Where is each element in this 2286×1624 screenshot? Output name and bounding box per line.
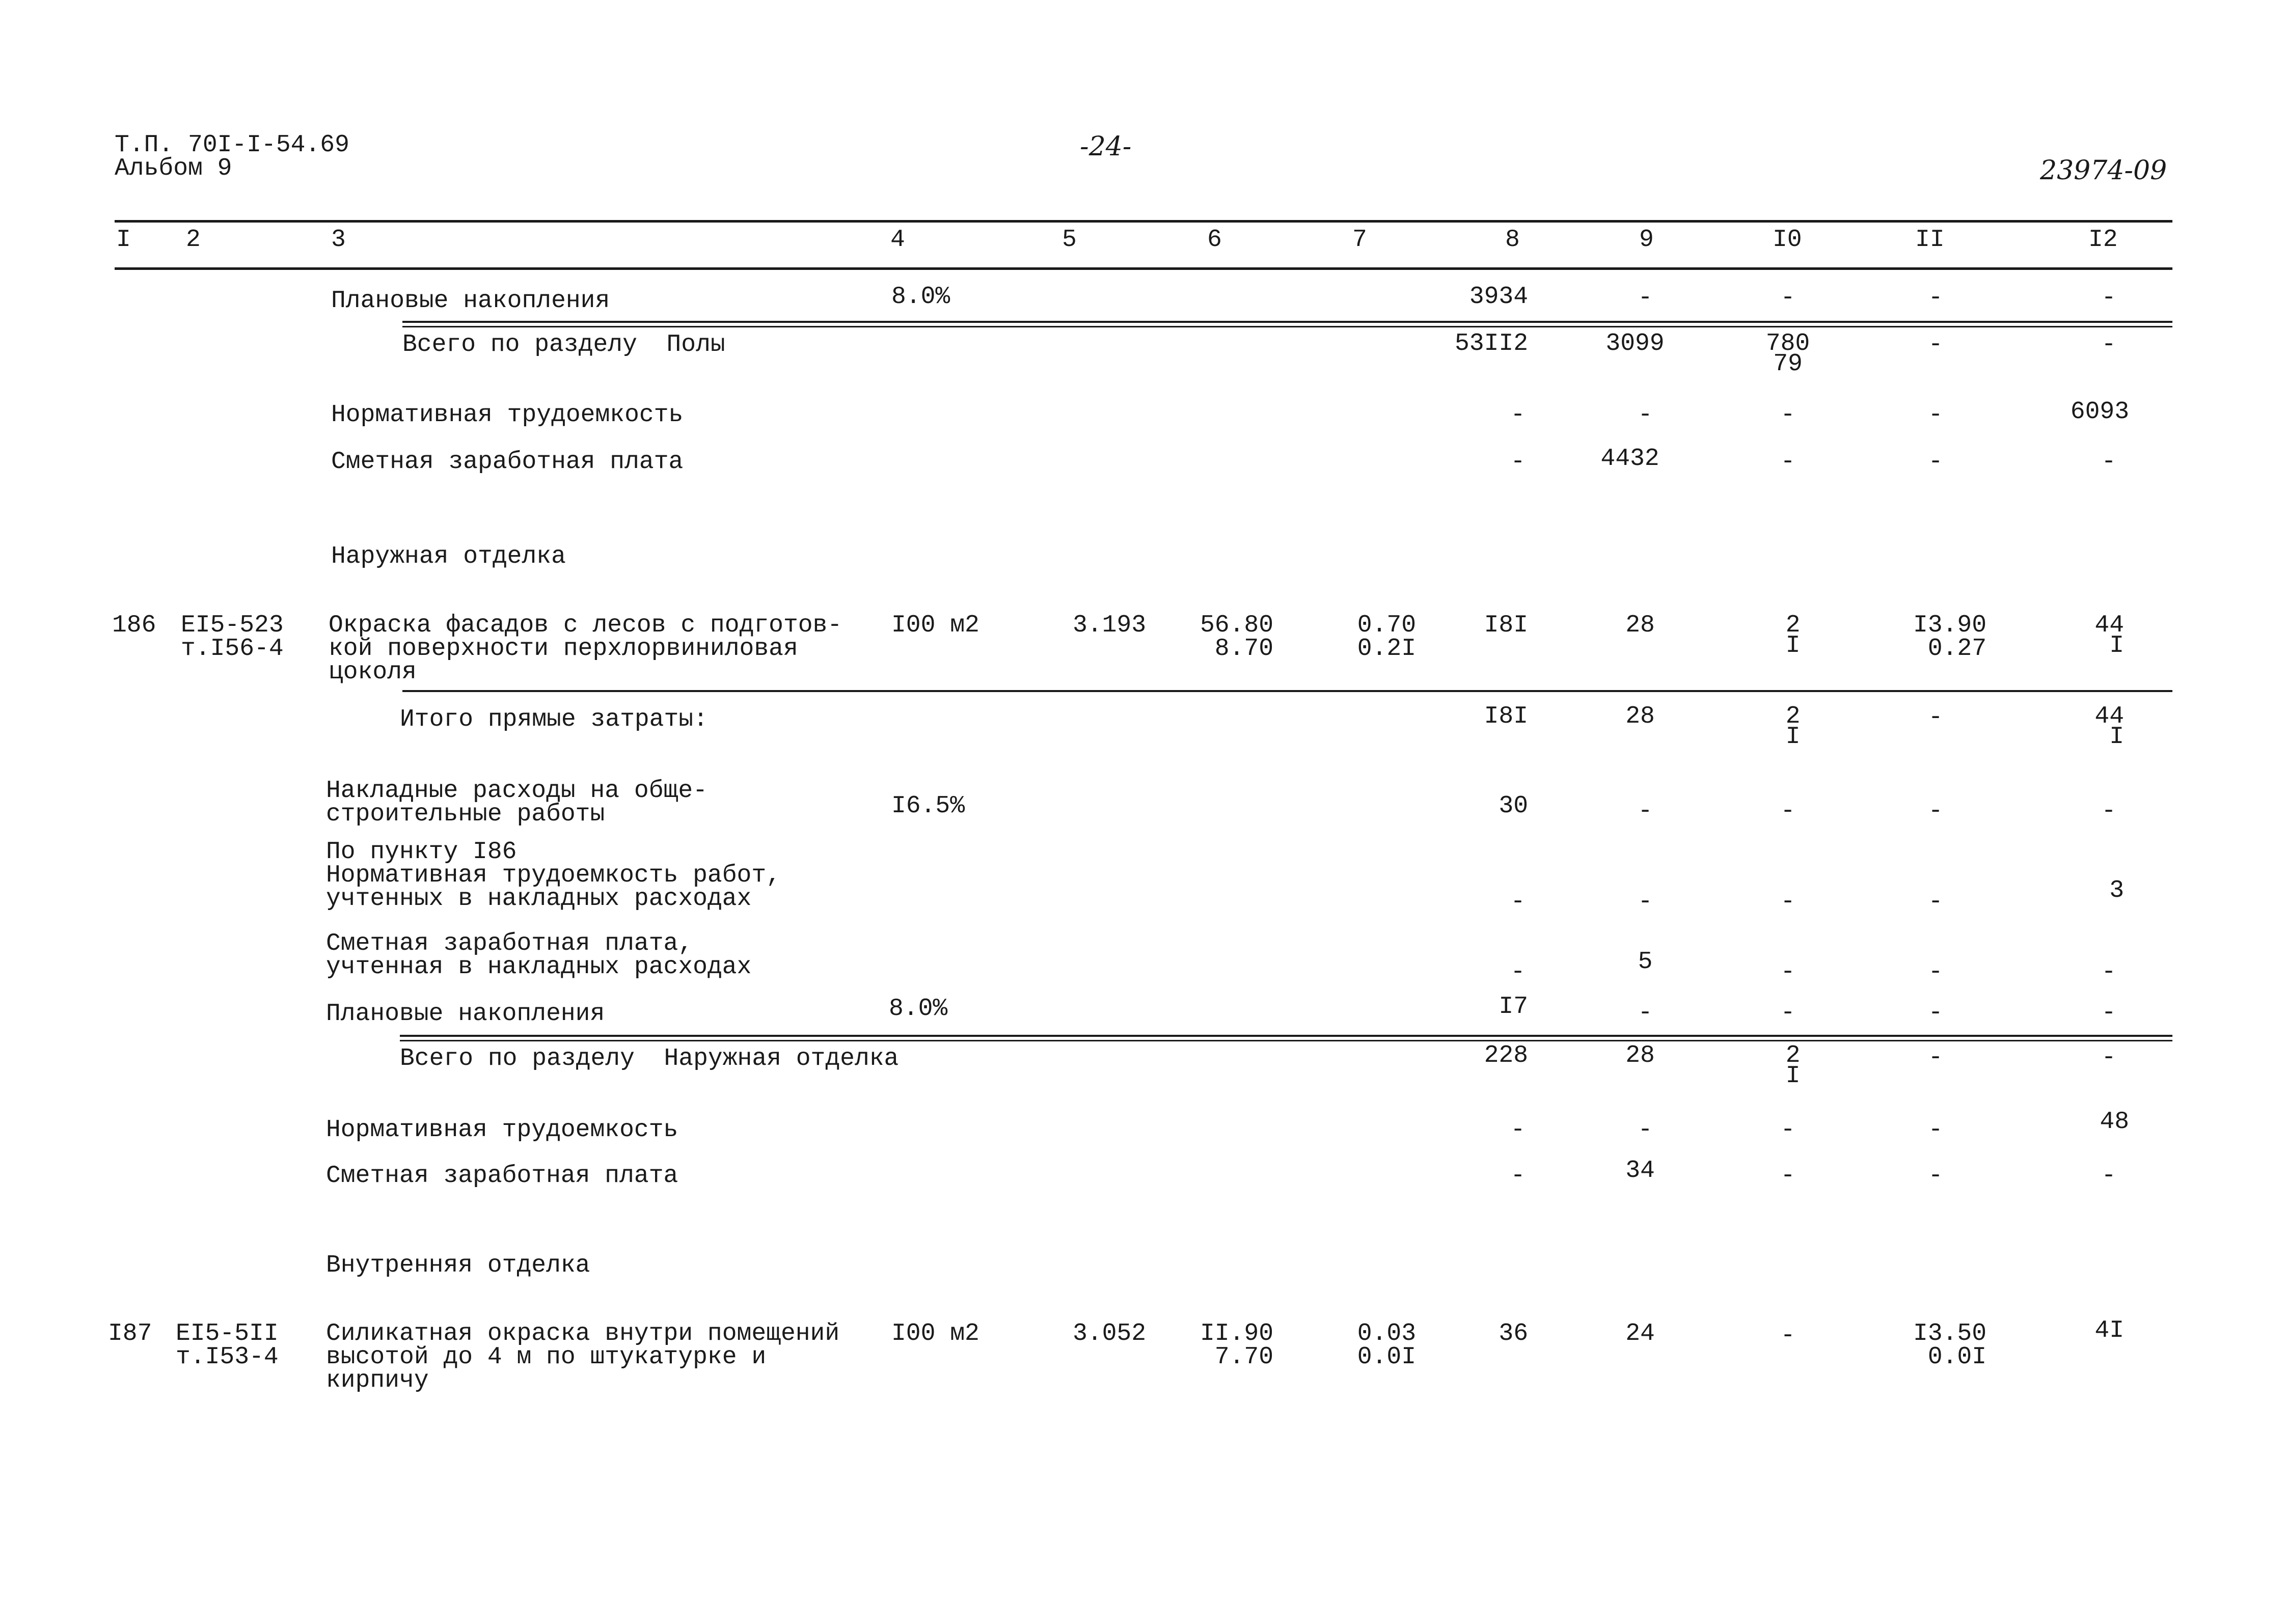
cell-col11-bottom: 0.27	[1927, 635, 1986, 663]
row-description-line: Нормативная трудоемкость работ,	[326, 862, 781, 889]
row-description-line: Сметная заработная плата,	[326, 930, 693, 957]
cell-col10: -	[1780, 284, 1795, 312]
cell-col11: -	[1928, 331, 1943, 359]
row-description-line: По пункту I86	[326, 838, 517, 866]
section-rule	[400, 1035, 2172, 1037]
cell-col11: -	[1928, 704, 1943, 731]
cell-col7-top: 0.03	[1357, 1320, 1416, 1347]
row-description-line: учтенная в накладных расходах	[326, 953, 752, 981]
cell-col7-bottom: 0.0I	[1357, 1343, 1416, 1371]
cell-col11: -	[1928, 448, 1943, 476]
cell-col9: -	[1638, 797, 1653, 825]
cell-col11: -	[1928, 958, 1943, 986]
cell-col12: -	[2101, 1044, 2116, 1071]
subtotal-rule	[402, 690, 2172, 692]
cell-col12-bottom: I	[2109, 723, 2124, 751]
cell-col11: -	[1928, 888, 1943, 916]
cell-col9: 28	[1625, 1042, 1655, 1069]
section-heading: Внутренняя отделка	[326, 1252, 590, 1279]
cell-col11: -	[1928, 797, 1943, 825]
row-description-line: строительные работы	[326, 801, 605, 828]
cell-col8: 30	[1499, 792, 1528, 820]
cell-col10-top: 2	[1785, 612, 1801, 639]
column-header: 6	[1207, 226, 1222, 254]
column-header: 4	[890, 226, 905, 254]
cell-col12-top: 44	[2094, 703, 2124, 730]
cell-col6-bottom: 8.70	[1214, 635, 1273, 663]
item-description-line: цоколя	[329, 658, 417, 686]
cell-col8: 228	[1484, 1042, 1528, 1069]
cell-col10-bottom: 79	[1773, 350, 1803, 378]
item-code: EI5-5II	[176, 1320, 279, 1347]
column-header: I2	[2088, 226, 2118, 254]
item-description-line: Силикатная окраска внутри помещений	[326, 1320, 840, 1347]
cell-col10: -	[1780, 797, 1795, 825]
row-description: Сметная заработная плата	[326, 1162, 678, 1190]
column-header: 9	[1639, 226, 1654, 254]
cell-col12: -	[2101, 958, 2116, 986]
row-description: Плановые накопления	[331, 287, 610, 315]
cell-col10: -	[1780, 1162, 1795, 1190]
cell-col11: -	[1928, 1044, 1943, 1071]
item-description-line: Окраска фасадов с лесов с подготов-	[329, 612, 842, 639]
row-description: Нормативная трудоемкость	[326, 1116, 678, 1144]
section-heading: Наружная отделка	[331, 543, 566, 570]
album-label: Альбом 9	[115, 155, 232, 182]
cell-col12: -	[2101, 448, 2116, 476]
cell-col8: 36	[1499, 1320, 1528, 1347]
item-table-ref: т.I53-4	[176, 1343, 279, 1371]
cell-col12-bottom: I	[2109, 632, 2124, 659]
cell-col10: -	[1780, 1322, 1795, 1350]
quantity: 3.052	[1072, 1320, 1146, 1347]
cell-col11-top: I3.90	[1913, 612, 1986, 639]
item-number: I87	[108, 1320, 152, 1347]
cell-col8: -	[1510, 958, 1526, 986]
cell-col10: -	[1780, 888, 1795, 916]
cell-col6-top: II.90	[1200, 1320, 1273, 1347]
cell-col9: -	[1638, 401, 1653, 429]
cell-col12: -	[2101, 331, 2116, 359]
cell-col10-bottom: I	[1785, 723, 1801, 751]
cell-col12: -	[2101, 797, 2116, 825]
cell-col11: -	[1928, 1116, 1943, 1144]
cell-col9: 34	[1625, 1157, 1655, 1185]
cell-col7-bottom: 0.2I	[1357, 635, 1416, 663]
item-number: 186	[112, 612, 156, 639]
cell-col10: -	[1780, 1116, 1795, 1144]
item-table-ref: т.I56-4	[181, 635, 284, 663]
cell-col11: -	[1928, 999, 1943, 1027]
column-header: 2	[186, 226, 201, 254]
column-header: 5	[1062, 226, 1077, 254]
cell-col9: 3099	[1605, 330, 1665, 357]
row-description: Всего по разделу Наружная отделка	[400, 1045, 899, 1072]
row-description-line: учтенных в накладных расходах	[326, 885, 752, 913]
cell-col9: 24	[1625, 1320, 1655, 1347]
unit-of-measure: I00 м2	[891, 1320, 979, 1347]
cell-col8: -	[1510, 1116, 1526, 1144]
cell-col11: -	[1928, 1162, 1943, 1190]
percent-value: 8.0%	[889, 995, 948, 1023]
row-description: Нормативная трудоемкость	[331, 401, 684, 429]
item-description-line: кирпичу	[326, 1367, 429, 1394]
row-description-line: Накладные расходы на обще-	[326, 777, 707, 805]
cell-col8: I7	[1499, 993, 1528, 1021]
row-description: Плановые накопления	[326, 1000, 605, 1028]
column-header: I	[116, 226, 131, 254]
document-code: Т.П. 70I-I-54.69	[115, 131, 349, 159]
column-header: II	[1915, 226, 1945, 254]
column-header: I0	[1773, 226, 1802, 254]
item-code: EI5-523	[181, 612, 284, 639]
cell-col11-top: I3.50	[1913, 1320, 1986, 1347]
cell-col9: 28	[1625, 612, 1655, 639]
item-description-line: кой поверхности перхлорвиниловая	[329, 635, 798, 663]
cell-col10: -	[1780, 448, 1795, 476]
item-description-line: высотой до 4 м по штукатурке и	[326, 1343, 767, 1371]
cell-col10: -	[1780, 401, 1795, 429]
cell-col12: -	[2101, 284, 2116, 312]
cell-col12: 3	[2109, 877, 2124, 904]
cell-col9: 5	[1638, 948, 1653, 976]
cell-col10-bottom: I	[1785, 1062, 1801, 1090]
cell-col9: -	[1638, 999, 1653, 1027]
table-header-rule	[115, 267, 2172, 270]
cell-col9: 28	[1625, 703, 1655, 730]
cell-col8: -	[1510, 888, 1526, 916]
cell-col12: 6093	[2070, 398, 2129, 426]
row-description: Итого прямые затраты:	[400, 706, 708, 733]
cell-col8: -	[1510, 401, 1526, 429]
cell-col8: I8I	[1484, 703, 1528, 730]
section-rule	[402, 326, 2172, 327]
row-description: Всего по разделу Полы	[402, 331, 725, 359]
cell-col10-top: 780	[1765, 330, 1810, 357]
table-top-rule	[115, 220, 2172, 223]
cell-col6-top: 56.80	[1200, 612, 1273, 639]
cell-col12: 4I	[2094, 1317, 2124, 1344]
column-header: 8	[1505, 226, 1520, 254]
cell-col9: -	[1638, 1116, 1653, 1144]
cell-col8: -	[1510, 448, 1526, 476]
cell-col8: 3934	[1469, 283, 1528, 311]
section-rule	[402, 321, 2172, 323]
cell-col12: -	[2101, 1162, 2116, 1190]
cell-col9: -	[1638, 284, 1653, 312]
unit-of-measure: I00 м2	[891, 612, 979, 639]
row-description: Сметная заработная плата	[331, 448, 684, 476]
cell-col9: 4432	[1600, 445, 1659, 473]
cell-col12: 48	[2100, 1108, 2129, 1136]
cell-col10-top: 2	[1785, 1042, 1801, 1069]
cell-col8: 53II2	[1454, 330, 1528, 357]
cell-col8: -	[1510, 1162, 1526, 1190]
section-rule	[400, 1040, 2172, 1041]
cell-col11: -	[1928, 284, 1943, 312]
cell-col11: -	[1928, 401, 1943, 429]
cell-col6-bottom: 7.70	[1214, 1343, 1273, 1371]
cell-col9: -	[1638, 888, 1653, 916]
cell-col10: -	[1780, 999, 1795, 1027]
column-header: 7	[1352, 226, 1367, 254]
cell-col7-top: 0.70	[1357, 612, 1416, 639]
inventory-number: 23974-09	[2040, 155, 2167, 186]
column-header: 3	[331, 226, 346, 254]
cell-col12: -	[2101, 999, 2116, 1027]
cell-col10: -	[1780, 958, 1795, 986]
quantity: 3.193	[1072, 612, 1146, 639]
cell-col10-bottom: I	[1785, 632, 1801, 659]
percent-value: 8.0%	[891, 283, 950, 311]
cell-col12-top: 44	[2094, 612, 2124, 639]
percent-value: I6.5%	[891, 792, 965, 820]
cell-col11-bottom: 0.0I	[1927, 1343, 1986, 1371]
cell-col10-top: 2	[1785, 703, 1801, 730]
page-number: -24-	[1080, 131, 1132, 162]
cell-col8: I8I	[1484, 612, 1528, 639]
